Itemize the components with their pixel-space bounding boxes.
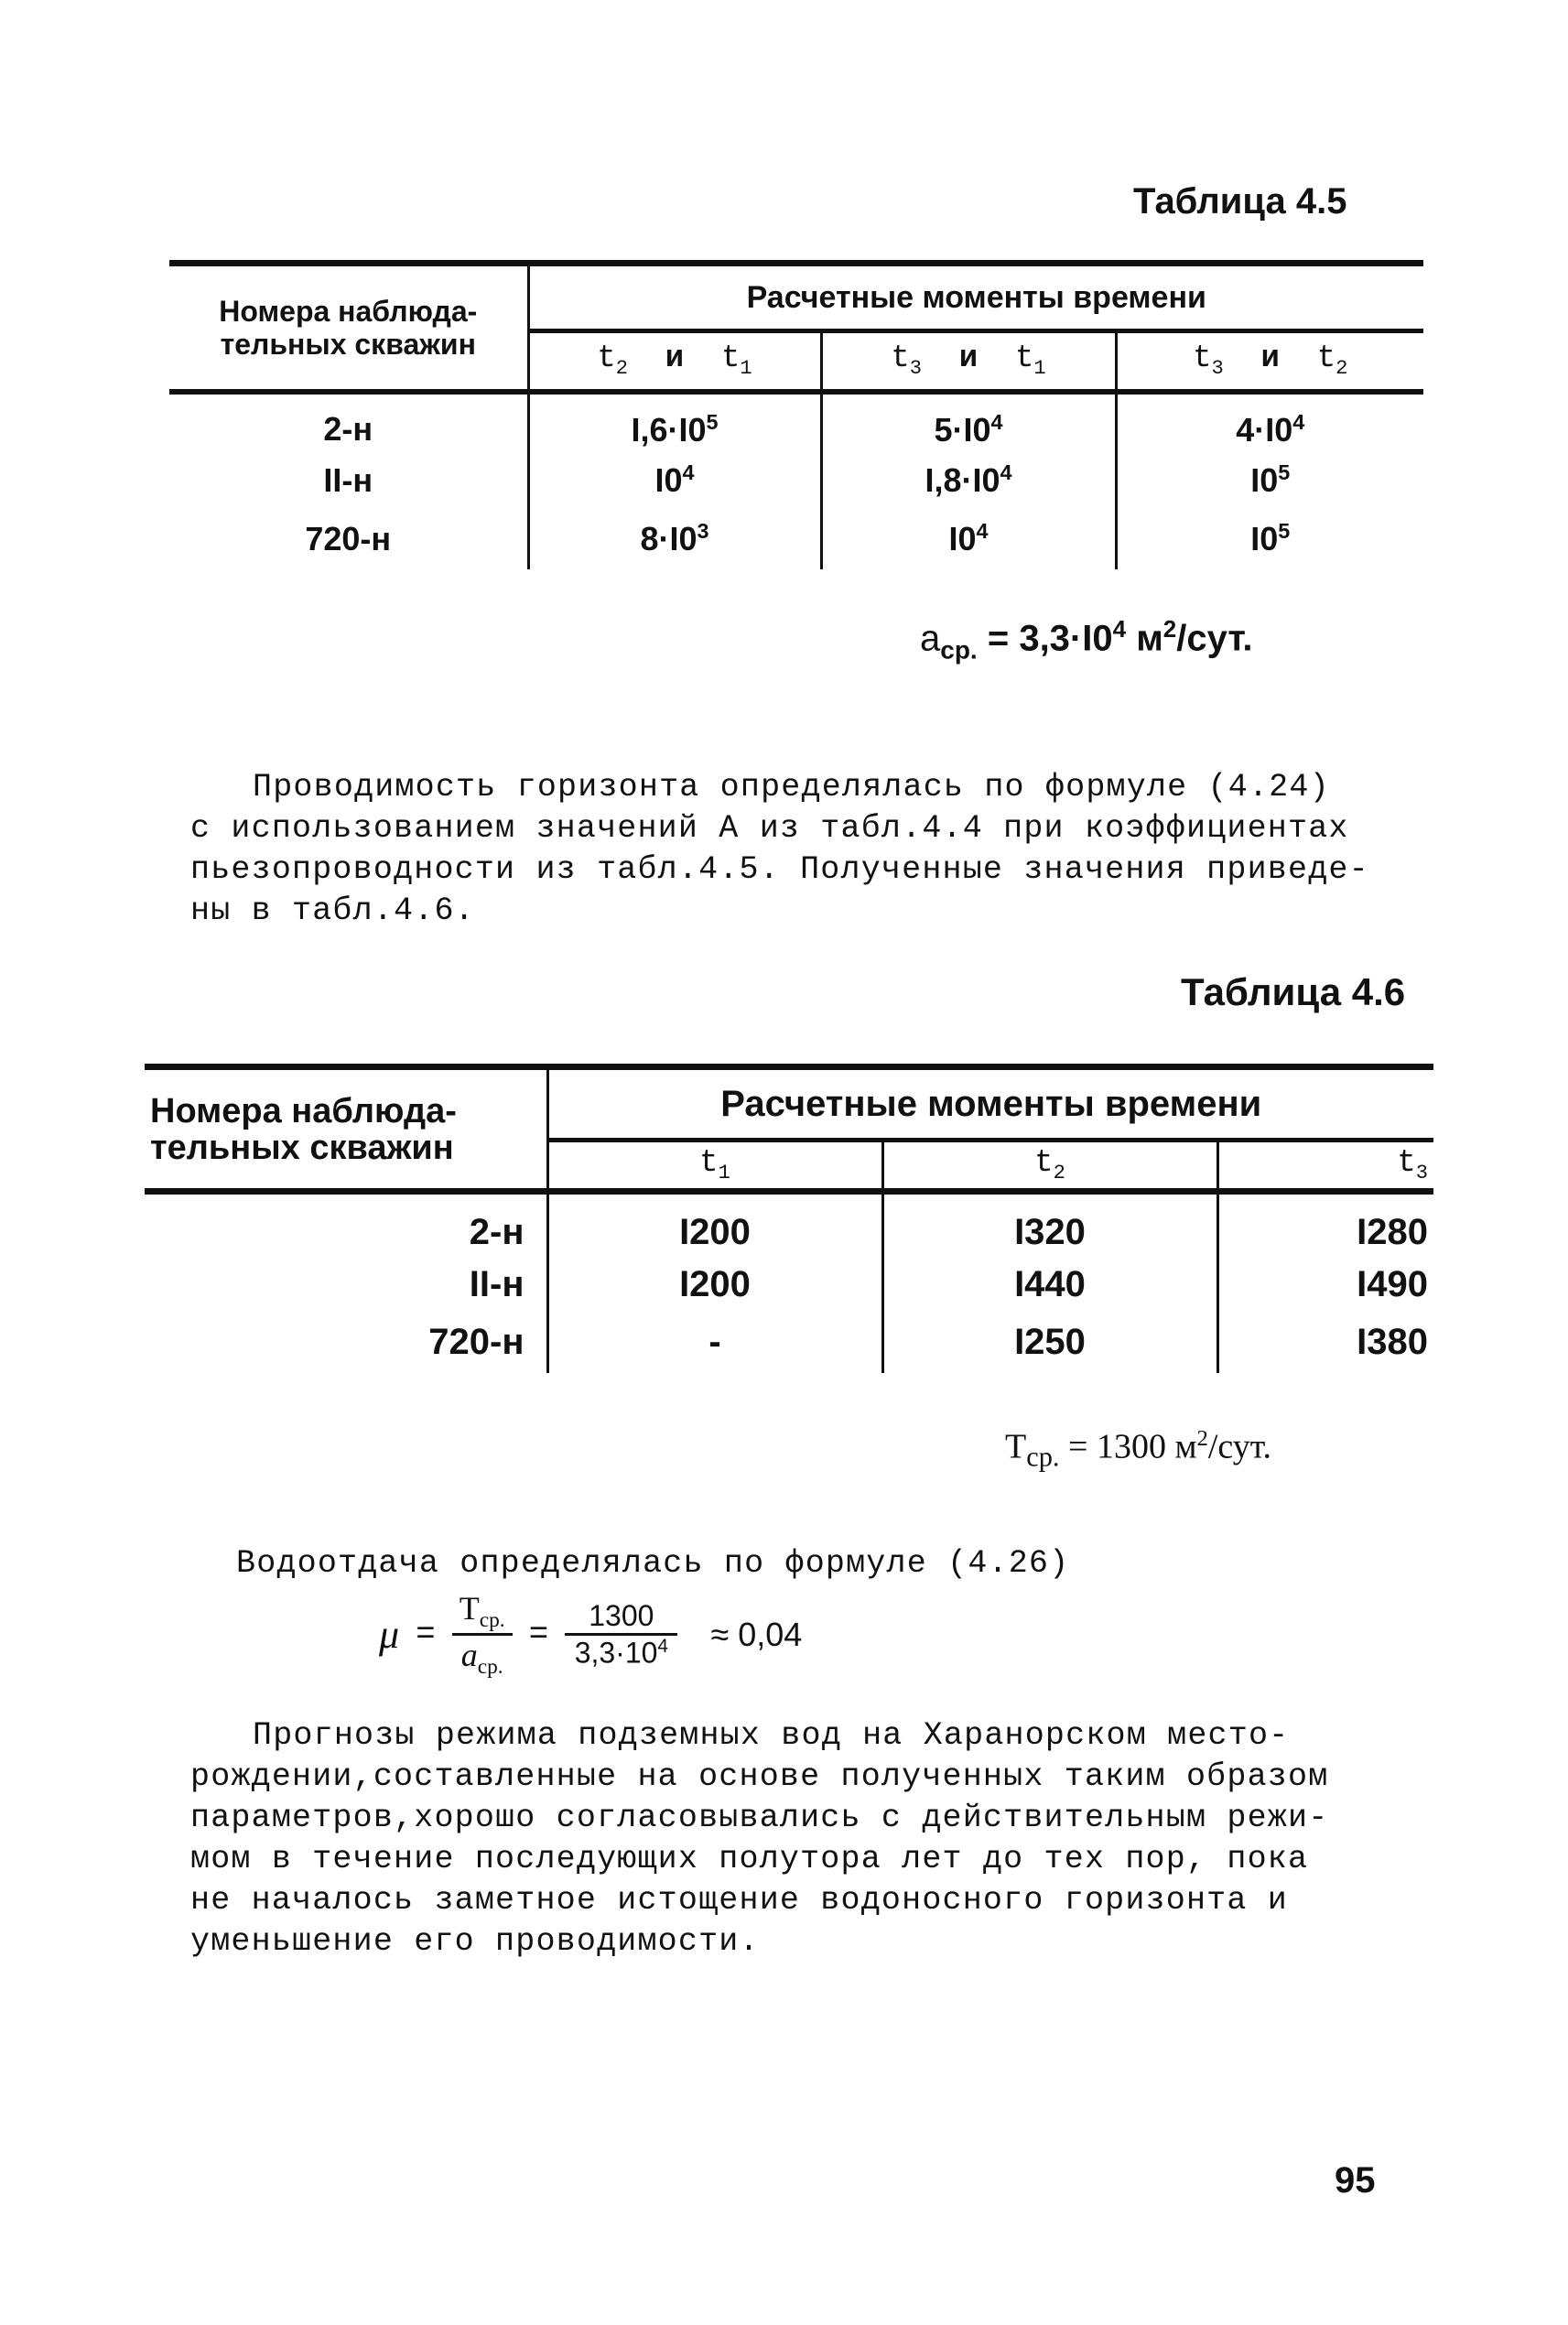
table46-caption: Таблица 4.6 xyxy=(1181,970,1406,1013)
mu-symbol: μ xyxy=(379,1612,400,1658)
paragraph-specific-yield xyxy=(236,1543,1069,1584)
table45-col-header: $t_3$ и $t_1$ xyxy=(821,331,1116,392)
paragraph-transmissivity xyxy=(190,767,1369,932)
table46-group-header: Расчетные моменты времени xyxy=(547,1067,1433,1141)
table-row xyxy=(169,392,1423,452)
table-4-6 xyxy=(145,1064,1433,1373)
table45-row-header: Номера наблюда-тельных скважин xyxy=(169,264,528,392)
text-line: параметров,хорошо согласовывались с действительным режи- xyxy=(190,1800,1329,1836)
text-line: уменьшение его проводимости. xyxy=(190,1923,760,1960)
table-cell: $I0^5$ xyxy=(1250,519,1291,557)
text-line: мом в течение последующих полутора лет до тех пор, пока xyxy=(190,1841,1309,1877)
text-line: Водоотдача определялась по формуле (4.26) xyxy=(236,1545,1070,1582)
well-name: 720-н xyxy=(169,509,528,569)
table45-group-header: Расчетные моменты времени xyxy=(528,264,1423,331)
table45-col-header: $t_3$ и $t_2$ xyxy=(1116,331,1423,392)
table-4-5 xyxy=(169,260,1423,569)
table45-col-header: $t_2$ и $t_1$ xyxy=(528,331,821,392)
text-line: с использованием значений А из табл.4.4 при коэффициентах xyxy=(190,810,1349,847)
text-line: пьезопроводности из табл.4.5. Полученные значения приведе- xyxy=(190,851,1369,888)
equals-sign: = xyxy=(416,1616,436,1654)
table-cell: $8\cdot I0^3$ xyxy=(528,509,821,569)
well-name: II-н xyxy=(145,1258,547,1313)
table46-col-header: $t_3$ xyxy=(1217,1141,1433,1192)
table45-caption: Таблица 4.5 xyxy=(1133,181,1347,222)
table-cell: I200 xyxy=(547,1258,882,1313)
equals-sign: = xyxy=(528,1616,549,1654)
table-cell: I250 xyxy=(882,1313,1217,1373)
well-name: II-н xyxy=(169,452,528,509)
specific-yield-formula xyxy=(379,1589,802,1680)
table-cell: $I,8\cdot I0^4$ xyxy=(821,452,1116,509)
table-row xyxy=(145,1258,1433,1313)
table46-col-header: $t_2$ xyxy=(882,1141,1217,1192)
table-cell: - xyxy=(547,1313,882,1373)
table46-average: $T_{ср.} = 1300$ $м^2$/сут. xyxy=(1005,1426,1272,1473)
text-line: Проводимость горизонта определялась по формуле (4.24) xyxy=(253,769,1330,806)
table-cell: $5\cdot I0^4$ xyxy=(821,392,1116,452)
table-cell: $I0^4$ xyxy=(528,452,821,509)
table-cell: I380 xyxy=(1357,1322,1428,1362)
text-line: Прогнозы режима подземных вод на Харанорском место- xyxy=(253,1717,1290,1754)
text-line: ны в табл.4.6. xyxy=(190,892,475,929)
table45-average: $a_{ср.} = 3,3\cdot I0^4$ $м^2$/сут. xyxy=(920,615,1253,665)
table-cell: I490 xyxy=(1357,1264,1428,1304)
well-name: 720-н xyxy=(145,1313,547,1373)
paragraph-forecast xyxy=(190,1715,1328,1963)
table-cell: $I0^4$ xyxy=(821,509,1116,569)
table-row xyxy=(145,1192,1433,1258)
fraction-t-over-a: $\frac{T_{ср.}}{a_{ср.}}$ xyxy=(452,1589,513,1680)
table46-col-header: $t_1$ xyxy=(547,1141,882,1192)
table-cell: I320 xyxy=(882,1192,1217,1258)
table-row xyxy=(145,1313,1433,1373)
fraction-numeric: $\frac{1300}{3,3\cdot 10^4}$ xyxy=(565,1599,677,1671)
table-cell: I440 xyxy=(882,1258,1217,1313)
table-row xyxy=(169,452,1423,509)
table-row xyxy=(169,509,1423,569)
table-cell: I200 xyxy=(547,1192,882,1258)
well-name: 2-н xyxy=(169,392,528,452)
table-cell: $I0^5$ xyxy=(1250,460,1291,499)
well-name: 2-н xyxy=(145,1192,547,1258)
table-cell: $4\cdot I0^4$ xyxy=(1236,409,1305,449)
table-cell: $I,6\cdot I0^5$ xyxy=(528,392,821,452)
text-line: не началось заметное истощение водоносного горизонта и xyxy=(190,1882,1288,1919)
approx-result: ≈ 0,04 xyxy=(710,1615,803,1653)
table46-row-header: Номера наблюда-тельных скважин xyxy=(145,1067,547,1192)
table-cell: I280 xyxy=(1357,1211,1428,1252)
page-number: 95 xyxy=(1335,2160,1376,2201)
text-line: рождении,составленные на основе полученных таким образом xyxy=(190,1758,1329,1795)
